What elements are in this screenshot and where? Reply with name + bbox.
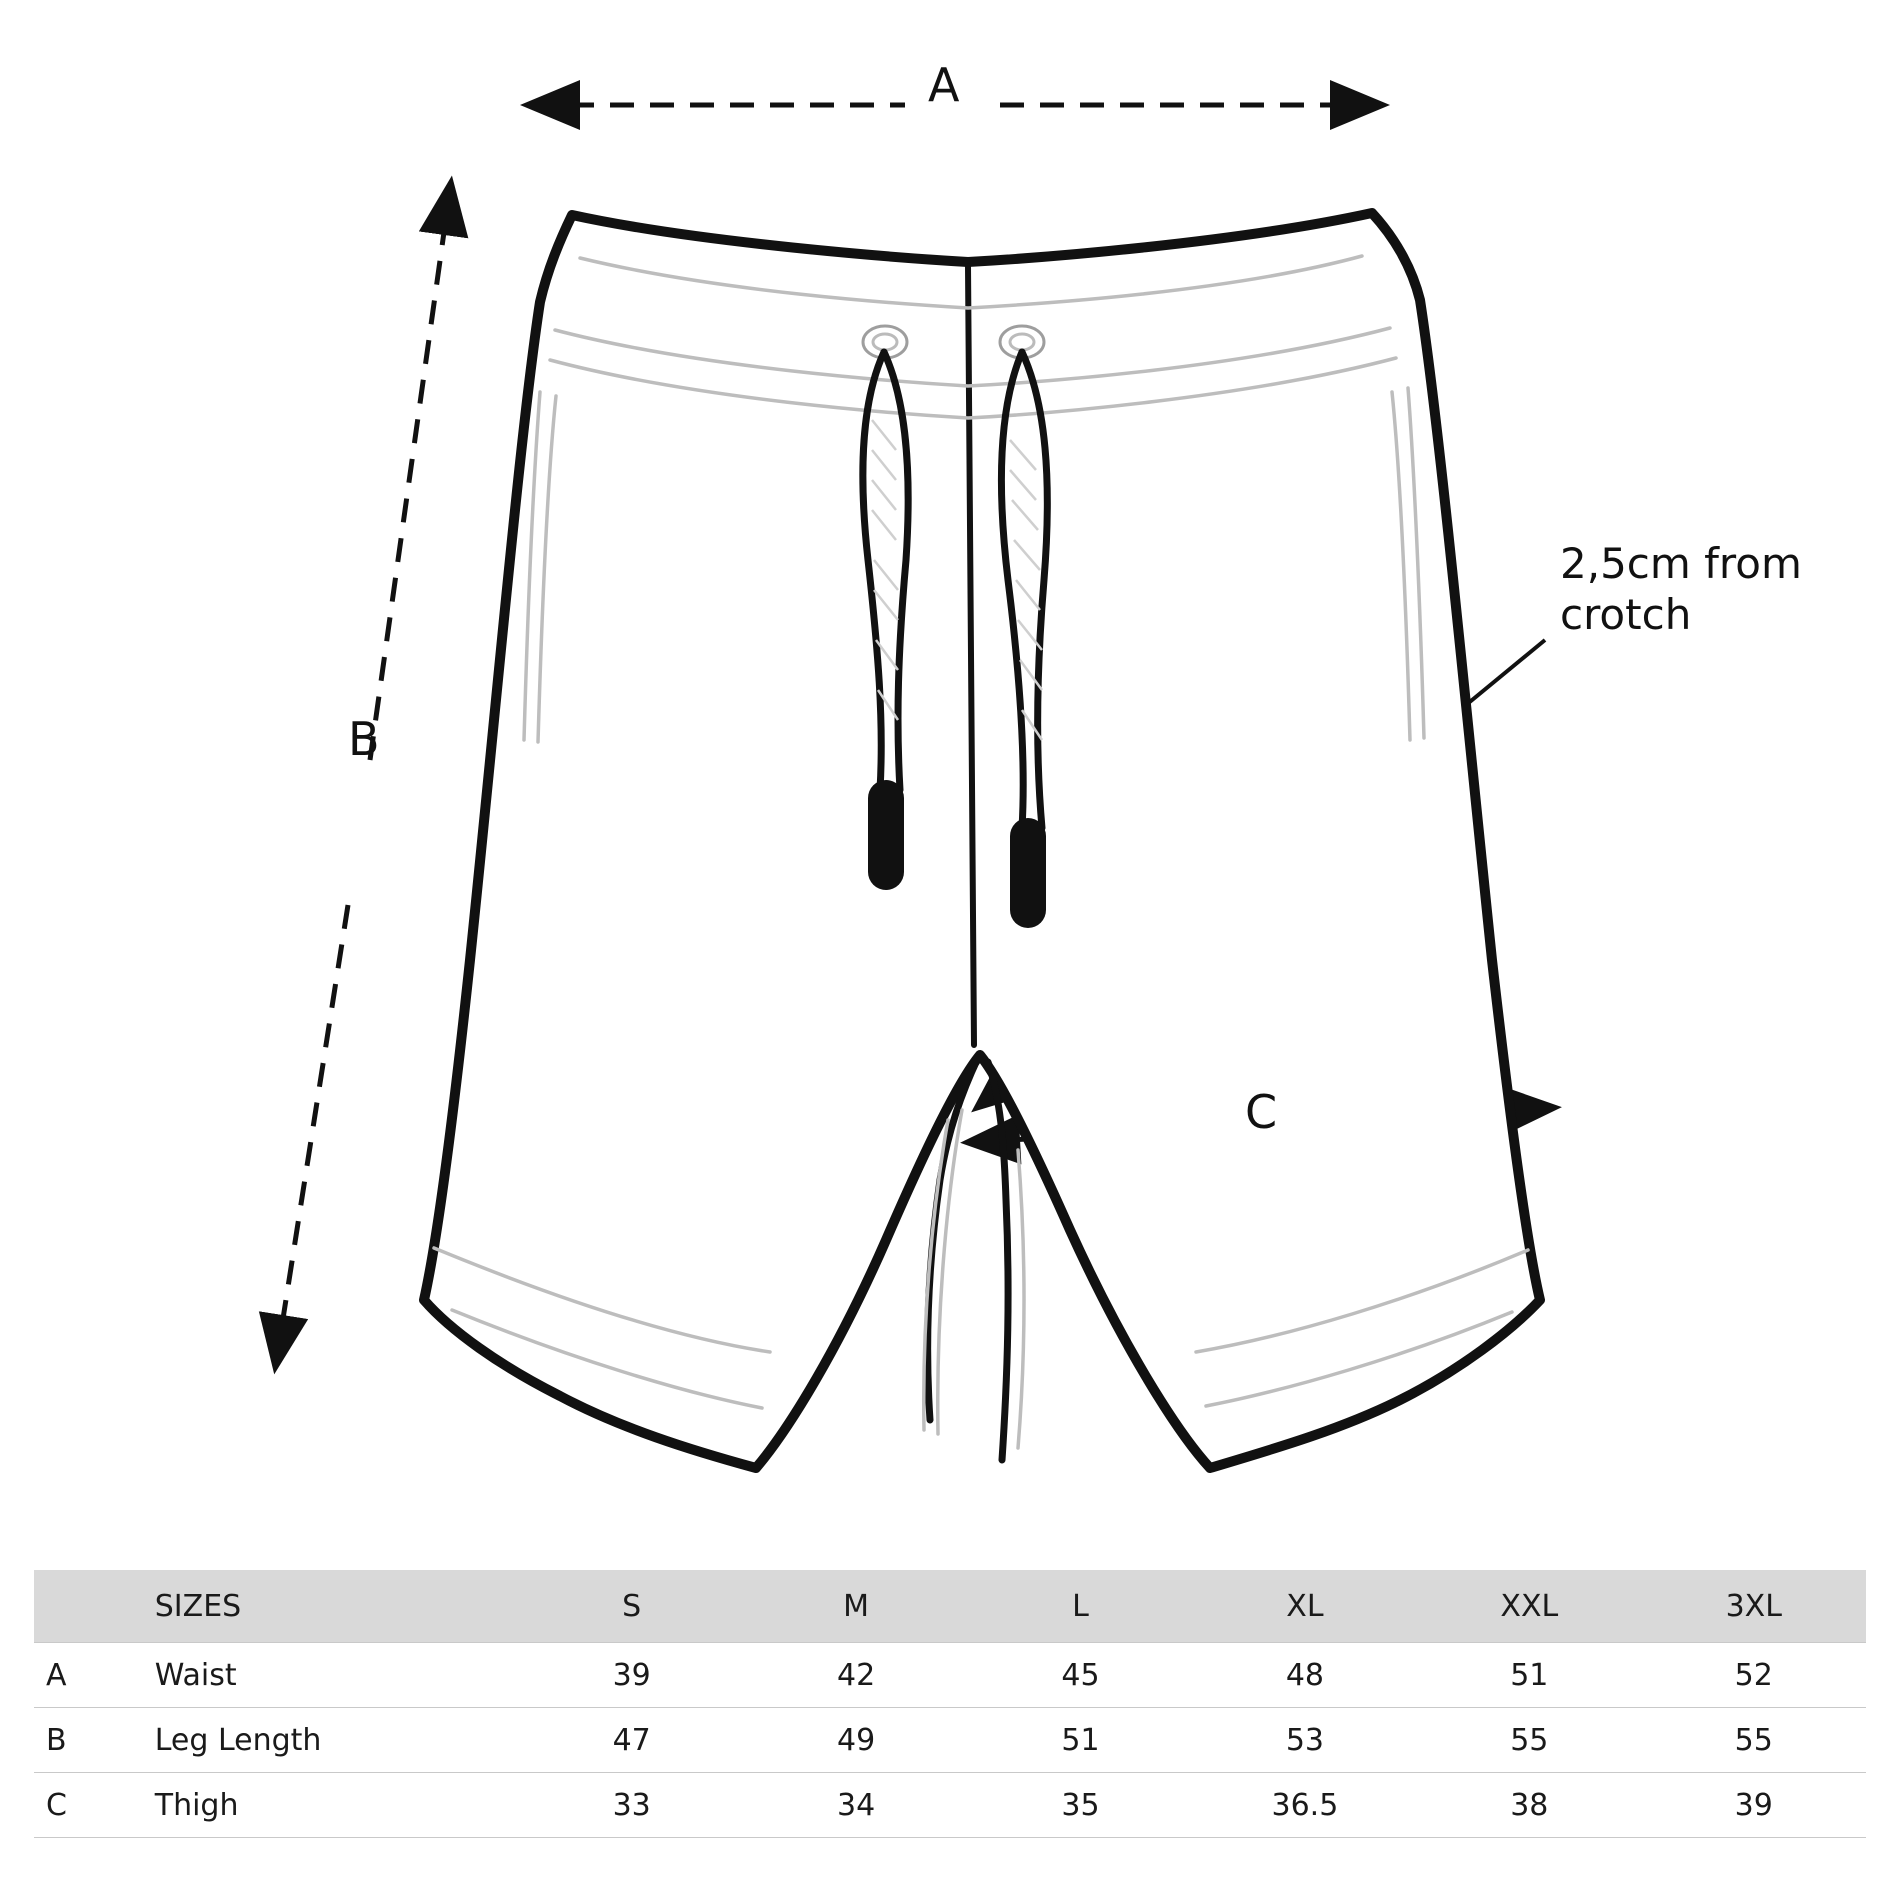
table-row (34, 1643, 1866, 1708)
dimension-label-a: A (928, 58, 960, 112)
leg-length-m: 49 (837, 1722, 876, 1758)
row-key-b: B (46, 1722, 67, 1758)
row-key-a: A (46, 1657, 67, 1693)
row-name-thigh: Thigh (154, 1787, 239, 1823)
table-header-row (34, 1570, 1866, 1643)
shorts-outline (424, 213, 1540, 1468)
thigh-s: 33 (612, 1787, 651, 1823)
waist-xl: 48 (1285, 1657, 1324, 1693)
header-size-l: L (1072, 1588, 1089, 1624)
leg-length-xl: 53 (1285, 1722, 1324, 1758)
table-row (34, 1708, 1866, 1773)
row-name-leg-length: Leg Length (154, 1722, 322, 1758)
leg-length-xxl: 55 (1510, 1722, 1549, 1758)
waist-s: 39 (612, 1657, 651, 1693)
waist-xxl: 51 (1510, 1657, 1549, 1693)
header-sizes: SIZES (154, 1588, 242, 1624)
header-size-3xl: 3XL (1725, 1588, 1782, 1624)
dimension-label-b: B (348, 712, 380, 766)
thigh-xxl: 38 (1510, 1787, 1549, 1823)
header-size-xl: XL (1286, 1588, 1324, 1624)
crotch-annotation-text: 2,5cm from crotch (1560, 539, 1802, 640)
header-size-xxl: XXL (1500, 1588, 1559, 1624)
waist-m: 42 (837, 1657, 876, 1693)
header-key (34, 1570, 135, 1643)
header-size-s: S (622, 1588, 642, 1624)
waist-l: 45 (1061, 1657, 1100, 1693)
thigh-m: 34 (837, 1787, 876, 1823)
row-name-waist: Waist (154, 1657, 237, 1693)
thigh-l: 35 (1061, 1787, 1100, 1823)
dimension-b-arrow (282, 225, 445, 1325)
thigh-3xl: 39 (1734, 1787, 1773, 1823)
dimension-label-c: C (1245, 1085, 1278, 1139)
leg-length-l: 51 (1061, 1722, 1100, 1758)
table-row (34, 1773, 1866, 1838)
size-chart-table (34, 1570, 1866, 1838)
row-key-c: C (46, 1787, 67, 1823)
waist-3xl: 52 (1734, 1657, 1773, 1693)
thigh-xl: 36.5 (1271, 1787, 1339, 1823)
leg-length-s: 47 (612, 1722, 651, 1758)
header-size-m: M (843, 1588, 870, 1624)
leg-length-3xl: 55 (1734, 1722, 1773, 1758)
